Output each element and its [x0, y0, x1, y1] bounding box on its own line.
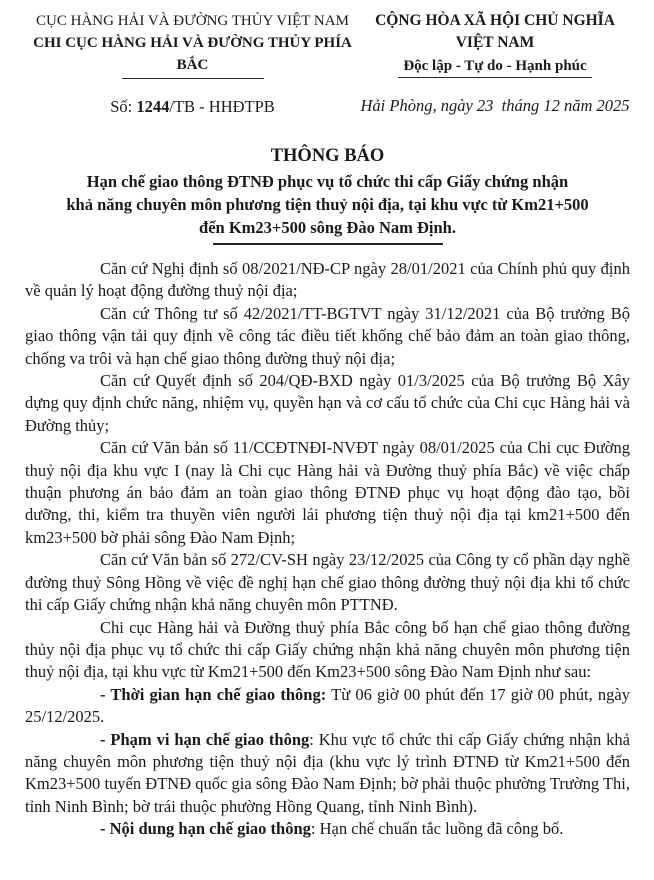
paragraph: [25, 303, 630, 370]
paragraph: [25, 617, 630, 684]
parent-org-name: CỤC HÀNG HẢI VÀ ĐƯỜNG THỦY VIỆT NAM: [36, 13, 349, 29]
subtitle-line-3: đến Km23+500 sông Đào Nam Định.: [199, 218, 456, 237]
issuing-authority-block: [25, 10, 360, 117]
document-number-prefix: Số:: [110, 97, 137, 116]
paragraph: [25, 729, 630, 819]
subtitle-line-2: khả năng chuyên môn phương tiện thuỷ nội địa, tại khu vực từ Km21+500: [66, 195, 589, 214]
issuing-org-name: CHI CỤC HÀNG HẢI VÀ ĐƯỜNG THỦY PHÍA BẮC: [33, 35, 352, 73]
document-type-heading: THÔNG BÁO: [270, 146, 385, 166]
document-number-suffix: /TB - HHĐTPB: [169, 97, 275, 116]
motto-wrap: [360, 56, 630, 78]
document-body: [25, 258, 630, 841]
paragraph-run: Từ 06 giờ 00 phút đến 17 giờ 00 phút, ngày 25/12/2025.: [25, 684, 630, 727]
national-name: CỘNG HÒA XÃ HỘI CHỦ NGHĨA VIỆT NAM: [375, 12, 615, 51]
national-motto: Độc lập - Tự do - Hạnh phúc: [398, 56, 591, 78]
paragraph: [25, 258, 630, 303]
paragraph-run: Căn cứ Văn bản số 11/CCĐTNĐI-NVĐT ngày 08/01/2025 của Chi cục Đường thuỷ nội địa khu vực I (nay là Chi cục Hàng hải và Đường thuỷ phía Bắc) về việc chấp thuận phương án bảo đảm an toàn giao thông ĐTNĐ phục vụ hoạt động đào tạo, bồi dưỡng, thi, kiểm tra thuyền viên người lái phương tiện thuỷ nội địa tại km21+500 đến km23+500 bờ phải sông Đào Nam Định;: [25, 438, 630, 547]
paragraph-run: : Khu vực tổ chức thi cấp Giấy chứng nhận khả năng chuyên môn phương tiện thuỷ nội địa (khu vực lý trình ĐTNĐ từ Km21+500 đến Km23+500 tuyến ĐTNĐ quốc gia sông Đào Nam Định; bờ phải thuộc phường Trường Thi, tỉnh Ninh Bình; bờ trái thuộc phường Hồng Quang, tỉnh Ninh Bình).: [25, 729, 631, 816]
paragraph: [25, 437, 630, 549]
paragraph-run: Căn cứ Văn bản số 272/CV-SH ngày 23/12/2025 của Công ty cổ phần dạy nghề đường thuỷ Sông Hồng về việc đề nghị hạn chế giao thông đường thuỷ nội địa khi tổ chức thi cấp Giấy chứng nhận khả năng chuyên môn PTTNĐ.: [25, 550, 630, 615]
national-motto-block: [360, 10, 630, 116]
document-header: [25, 10, 630, 117]
document-number-value: 1244: [136, 97, 170, 116]
paragraph: [25, 370, 630, 437]
subtitle-line-1: Hạn chế giao thông ĐTNĐ phục vụ tổ chức thi cấp Giấy chứng nhận: [86, 172, 569, 191]
paragraph-run: Căn cứ Nghị định số 08/2021/NĐ-CP ngày 28/01/2021 của Chính phủ quy định về quản lý hoạt động đường thuỷ nội địa;: [25, 259, 630, 301]
paragraph-run: Căn cứ Quyết định số 204/QĐ-BXD ngày 01/3/2025 của Bộ trưởng Bộ Xây dựng quy định chức năng, nhiệm vụ, quyền hạn và cơ cấu tổ chức của Chi cục Hàng hải và Đường thủy;: [25, 371, 630, 435]
paragraph-run: Căn cứ Thông tư số 42/2021/TT-BGTVT ngày 31/12/2021 của Bộ trưởng Bộ giao thông vận tải quy định về công tác điều tiết khống chế bảo đảm an toàn giao thông, chống va trôi và hạn chế giao thông đường thuỷ nội địa;: [25, 303, 630, 368]
place-date-line: Hải Phòng, ngày 23 tháng 12 năm 2025: [360, 96, 630, 115]
document-number: [25, 97, 360, 117]
paragraph-bold-run: - Phạm vi hạn chế giao thông: [100, 729, 310, 749]
paragraph: [25, 684, 630, 729]
paragraph-run: : Hạn chế chuẩn tắc luồng đã công bố.: [310, 819, 564, 839]
paragraph-run: Chi cục Hàng hải và Đường thuỷ phía Bắc công bố hạn chế giao thông đường thủy nội địa phục vụ tổ chức thi cấp Giấy chứng nhận khả năng chuyên môn phương tiện thuỷ nội địa, tại khu vực từ Km21+500 đến Km23+500 sông Đào Nam Định như sau:: [25, 617, 630, 682]
document-subtitle: [25, 170, 630, 239]
paragraph: [25, 549, 630, 616]
paragraph-bold-run: - Nội dung hạn chế giao thông: [100, 819, 311, 839]
document-title-block: [25, 144, 630, 245]
title-separator: [213, 243, 443, 245]
paragraph-bold-run: - Thời gian hạn chế giao thông:: [100, 684, 327, 704]
paragraph: [25, 818, 630, 840]
org-name-underline: [122, 78, 264, 79]
